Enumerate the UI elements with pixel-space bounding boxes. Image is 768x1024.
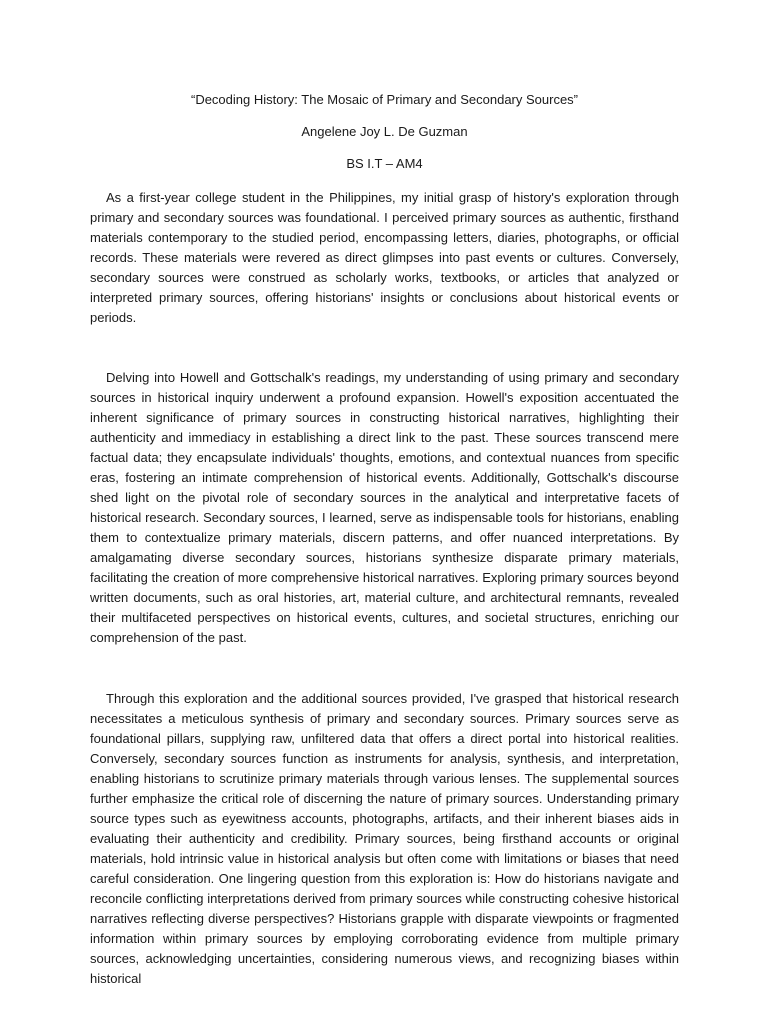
document-title: “Decoding History: The Mosaic of Primary and Secondary Sources” bbox=[190, 92, 579, 107]
paragraph-3: Through this exploration and the additional sources provided, I've grasped that historical research necessitates a meticulous synthesis of primary and secondary sources. Primary sources serve as foundational pillars, supplying raw, unfiltered data that offers a direct portal into historical realities. Conversely, secondary sources function as instruments for analysis, synthesis, and interpretation, enabling historians to scrutinize primary materials through various lenses. The supplemental sources further emphasize the critical role of discerning the nature of primary sources. Understanding primary source types such as eyewitness accounts, photographs, artifacts, and their inherent biases aids in evaluating their authenticity and credibility. Primary sources, being firsthand accounts or original materials, hold intrinsic value in historical analysis but often come with limitations or biases that need careful consideration. One lingering question from this exploration is: How do historians navigate and reconcile conflicting interpretations derived from primary sources while constructing cohesive historical narratives reflecting diverse perspectives? Historians grapple with disparate viewpoints or fragmented information within primary sources by employing corroborating evidence from multiple primary sources, acknowledging uncertainties, considering numerous views, and recognizing biases within historical bbox=[90, 691, 679, 986]
paragraph-1: As a first-year college student in the Philippines, my initial grasp of history's exploration through primary and secondary sources was foundational. I perceived primary sources as authentic, firsthand materials contemporary to the studied period, encompassing letters, diaries, photographs, or official records. These materials were revered as direct glimpses into past events or cultures. Conversely, secondary sources were construed as scholarly works, textbooks, or articles that analyzed or interpreted primary sources, offering historians' insights or conclusions about historical events or periods. bbox=[90, 190, 679, 325]
author-name: Angelene Joy L. De Guzman bbox=[301, 124, 468, 139]
paragraph-2: Delving into Howell and Gottschalk's readings, my understanding of using primary and secondary sources in historical inquiry underwent a profound expansion. Howell's exposition accentuated the inherent significance of primary sources in constructing historical narratives, highlighting their authenticity and immediacy in establishing a direct link to the past. These sources transcend mere factual data; they encapsulate individuals' thoughts, emotions, and contextual nuances from specific eras, fostering an intimate comprehension of historical events. Additionally, Gottschalk's discourse shed light on the pivotal role of secondary sources in the analytical and interpretative facets of historical research. Secondary sources, I learned, serve as indispensable tools for historians, enabling them to contextualize primary materials, discern patterns, and offer nuanced interpretations. By amalgamating diverse secondary sources, historians synthesize disparate primary materials, facilitating the creation of more comprehensive historical narratives. Exploring primary sources beyond written documents, such as oral histories, art, material culture, and architectural remnants, revealed their multifaceted perspectives on historical events, cultures, and societal structures, enriching our comprehension of the past. bbox=[90, 370, 679, 645]
course-section: BS I.T – AM4 bbox=[346, 156, 423, 171]
